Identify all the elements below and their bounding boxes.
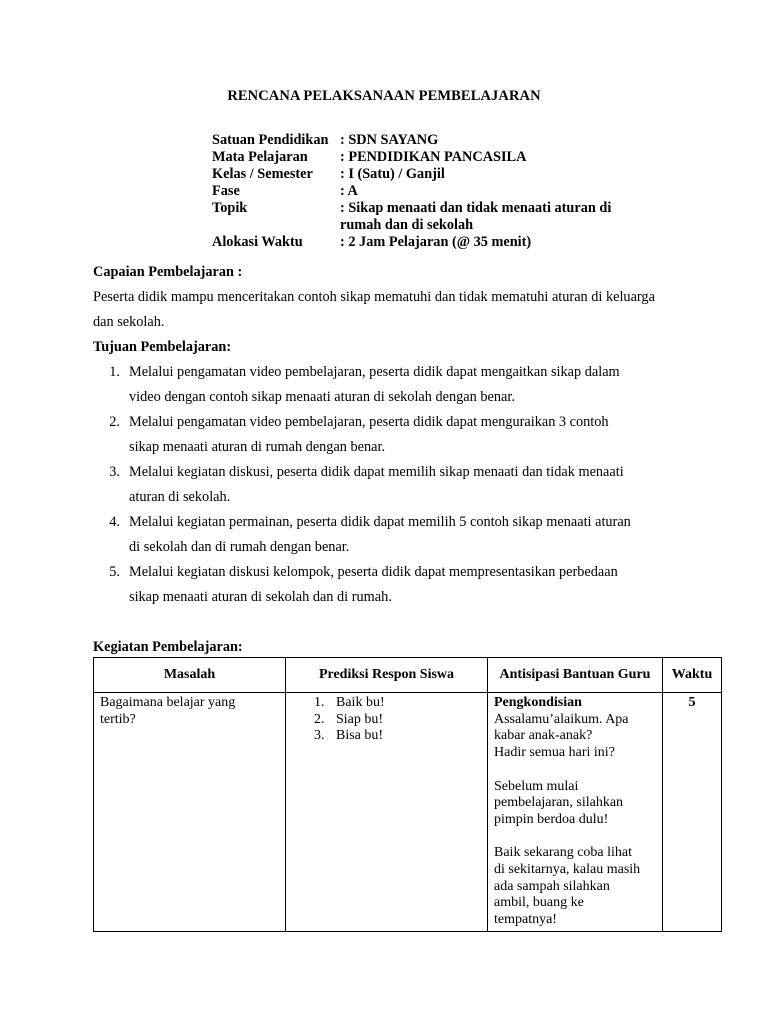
capaian-text: Peserta didik mampu menceritakan contoh sikap mematuhi dan tidak mematuhi aturan di keluarga dan sekolah. xyxy=(93,289,655,330)
column-header-antisipasi: Antisipasi Bantuan Guru xyxy=(488,658,663,693)
list-number: 1. xyxy=(314,695,325,710)
list-item xyxy=(292,728,481,745)
antisipasi-line: pembelajaran, silahkan xyxy=(494,795,624,811)
list-item xyxy=(292,712,481,729)
identity-label: Fase xyxy=(212,183,240,199)
kegiatan-heading: Kegiatan Pembelajaran: xyxy=(93,639,243,655)
list-number: 3. xyxy=(314,728,325,743)
list-item xyxy=(93,510,673,560)
table-row xyxy=(94,693,722,932)
identity-value: : A xyxy=(340,183,358,199)
paragraph-gap xyxy=(494,762,656,779)
respon-text: Siap bu! xyxy=(336,711,384,727)
column-header-waktu: Waktu xyxy=(663,658,722,693)
list-line: sikap menaati aturan di rumah dengan benar. xyxy=(129,439,386,455)
list-line: aturan di sekolah. xyxy=(129,489,231,505)
list-number: 1. xyxy=(109,364,120,380)
list-text xyxy=(120,560,673,610)
list-number: 2. xyxy=(109,414,120,430)
antisipasi-line: ada sampah silahkan xyxy=(494,878,610,894)
list-text xyxy=(120,410,673,460)
respon-text: Baik bu! xyxy=(336,695,385,710)
identity-label: Kelas / Semester xyxy=(212,166,313,182)
list-number: 4. xyxy=(109,514,120,530)
list-line: sikap menaati aturan di sekolah dan di rumah. xyxy=(129,589,392,605)
identity-row xyxy=(212,200,652,234)
identity-row xyxy=(212,166,652,183)
identity-block xyxy=(212,132,652,251)
list-text xyxy=(120,460,673,510)
tujuan-list xyxy=(93,360,673,610)
identity-row xyxy=(212,132,652,149)
tujuan-heading: Tujuan Pembelajaran: xyxy=(93,339,232,355)
table-header-row xyxy=(94,658,722,693)
identity-value: : I (Satu) / Ganjil xyxy=(340,166,445,182)
antisipasi-heading: Pengkondisian xyxy=(494,695,582,710)
respon-text: Bisa bu! xyxy=(336,728,384,743)
identity-row xyxy=(212,149,652,166)
antisipasi-line: Sebelum mulai xyxy=(494,778,579,794)
list-text xyxy=(120,360,673,410)
list-text xyxy=(120,510,673,560)
antisipasi-line: pimpin berdoa dulu! xyxy=(494,811,609,827)
antisipasi-cell xyxy=(488,693,663,932)
antisipasi-line: Hadir semua hari ini? xyxy=(494,745,615,761)
list-item xyxy=(93,560,673,610)
column-header-prediksi: Prediksi Respon Siswa xyxy=(286,658,488,693)
identity-value: : Sikap menaati dan tidak menaati aturan di rumah dan di sekolah xyxy=(340,200,612,233)
list-item xyxy=(93,410,673,460)
list-number: 2. xyxy=(314,711,325,727)
identity-value: : SDN SAYANG xyxy=(340,132,439,148)
antisipasi-line: kabar anak-anak? xyxy=(494,728,593,744)
list-line: di sekolah dan di rumah dengan benar. xyxy=(129,539,350,555)
list-line: Melalui kegiatan permainan, peserta didik dapat memilih 5 contoh sikap menaati aturan xyxy=(129,514,631,530)
column-header-masalah: Masalah xyxy=(94,658,286,693)
waktu-cell: 5 xyxy=(663,693,722,932)
paragraph-gap xyxy=(494,829,656,846)
list-line: Melalui kegiatan diskusi kelompok, peserta didik dapat mempresentasikan perbedaan xyxy=(129,564,618,580)
identity-label: Alokasi Waktu xyxy=(212,234,303,250)
antisipasi-line: Baik sekarang coba lihat xyxy=(494,845,633,861)
list-number: 3. xyxy=(109,464,120,480)
list-line: Melalui pengamatan video pembelajaran, peserta didik dapat mengaitkan sikap dalam xyxy=(129,364,620,380)
identity-value: : PENDIDIKAN PANCASILA xyxy=(340,149,527,165)
antisipasi-line: di sekitarnya, kalau masih xyxy=(494,862,641,877)
identity-row xyxy=(212,234,652,251)
document-title: RENCANA PELAKSANAAN PEMBELAJARAN xyxy=(227,88,541,104)
antisipasi-line: Assalamu’alaikum. Apa xyxy=(494,711,629,727)
list-line: Melalui kegiatan diskusi, peserta didik dapat memilih sikap menaati dan tidak menaati xyxy=(129,464,624,480)
respon-list xyxy=(292,695,481,745)
masalah-cell: Bagaimana belajar yang tertib? xyxy=(94,693,286,932)
capaian-heading: Capaian Pembelajaran : xyxy=(93,264,243,280)
list-item xyxy=(93,460,673,510)
identity-value: : 2 Jam Pelajaran (@ 35 menit) xyxy=(340,234,532,250)
kegiatan-table xyxy=(93,657,722,932)
list-line: video dengan contoh sikap menaati aturan di sekolah dengan benar. xyxy=(129,389,515,405)
respon-cell xyxy=(286,693,488,932)
list-line: Melalui pengamatan video pembelajaran, peserta didik dapat menguraikan 3 contoh xyxy=(129,414,609,430)
identity-row xyxy=(212,183,652,200)
antisipasi-line: ambil, buang ke xyxy=(494,895,584,911)
antisipasi-line: tempatnya! xyxy=(494,912,557,928)
identity-label: Topik xyxy=(212,200,248,216)
identity-label: Satuan Pendidikan xyxy=(212,132,329,148)
list-item xyxy=(93,360,673,410)
list-item xyxy=(292,695,481,712)
list-number: 5. xyxy=(109,564,120,580)
identity-label: Mata Pelajaran xyxy=(212,149,308,165)
